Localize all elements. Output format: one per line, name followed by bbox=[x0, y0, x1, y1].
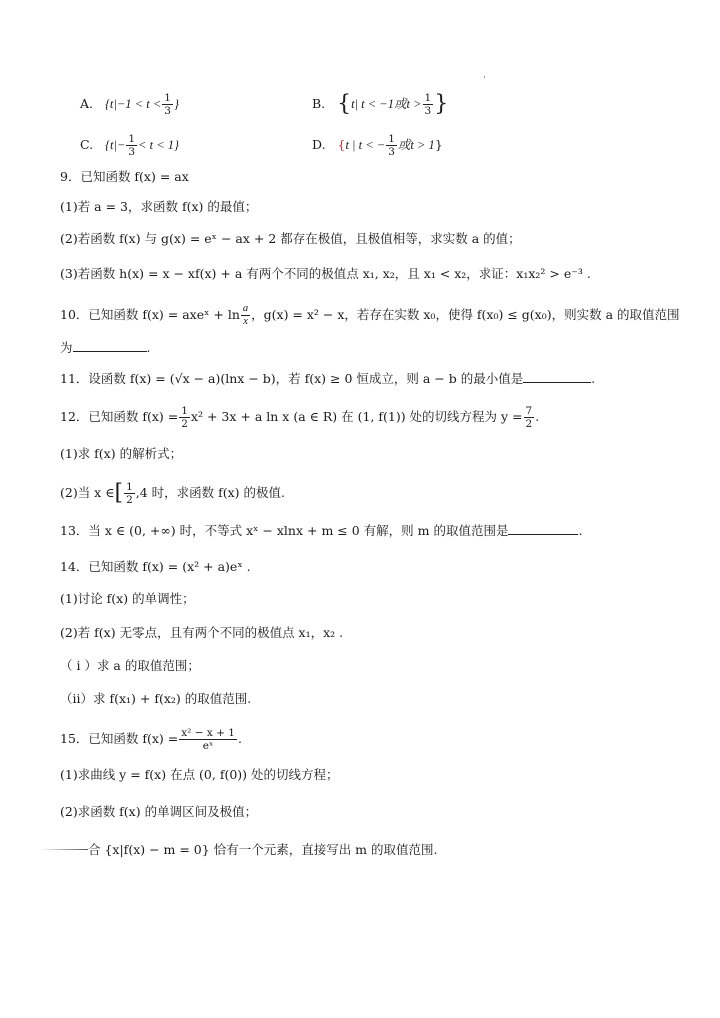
q14-part1: (1)讨论 f(x) 的单调性； bbox=[60, 591, 195, 606]
q15-part2: (2)求函数 f(x) 的单调区间及极值； bbox=[60, 804, 258, 819]
q11-stem: 11．设函数 f(x) = (√x − a)(lnx − b)，若 f(x) ≥ 0 恒成立，则 a − b 的最小值是 . bbox=[60, 368, 595, 389]
q13-stem: 13．当 x ∈ (0, +∞) 时，不等式 xˣ − xlnx + m ≤ 0 有解，则 m 的取值范围是 . bbox=[60, 520, 582, 541]
q9-part1: (1)若 a = 3，求函数 f(x) 的最值； bbox=[60, 199, 258, 214]
q14-stem: 14．已知函数 f(x) = (x² + a)eˣ . bbox=[60, 559, 251, 574]
answer-blank[interactable] bbox=[508, 520, 578, 535]
faded-text-fragment bbox=[40, 849, 88, 850]
q10-stem: 10．已知函数 f(x) = axeˣ + ln $\frac{a}{x}$ ，g(x) = x² − x，若存在实数 x₀，使得 f(x₀) ≤ g(x₀)，则实数 a 的取值范围 bbox=[60, 303, 680, 327]
q15-part3: 合 {x|f(x) − m = 0} 恰有一个元素，直接写出 m 的取值范围. bbox=[88, 842, 438, 857]
q12-stem: 12．已知函数 f(x) = $\frac{1}{2}$ x² + 3x + a ln x (a ∈ R) 在 (1, f(1)) 处的切线方程为 y = $\frac{7}{2}$ . bbox=[60, 405, 540, 430]
stray-mark bbox=[484, 76, 485, 78]
q15-stem: 15．已知函数 f(x) = $\frac{\text{x² − x + 1}}{\text{eˣ}}$ . bbox=[60, 727, 242, 752]
q9-part3: (3)若函数 h(x) = x − xf(x) + a 有两个不同的极值点 x₁, x₂，且 x₁ < x₂，求证：x₁x₂² > e⁻³ . bbox=[60, 266, 591, 281]
option-c: C. {t|− $\frac{1}{3}$ < t < 1} bbox=[80, 133, 180, 158]
q12-part1: (1)求 f(x) 的解析式； bbox=[60, 446, 183, 461]
option-d: D. {t | t < − $\frac{1}{3}$ 或t > 1} bbox=[312, 133, 443, 158]
q14-part2: (2)若 f(x) 无零点，且有两个不同的极值点 x₁，x₂ . bbox=[60, 625, 344, 640]
option-a: A. {t|−1 < t < $\frac{1}{3}$ } bbox=[80, 92, 179, 117]
q9-stem: 9．已知函数 f(x) = ax bbox=[60, 169, 189, 184]
answer-blank[interactable] bbox=[73, 337, 147, 352]
option-b: B. {t| t < −1或t > $\frac{1}{3}$ } bbox=[312, 91, 449, 117]
q14-sub-i: （ i ）求 a 的取值范围； bbox=[60, 658, 200, 673]
q15-part1: (1)求曲线 y = f(x) 在点 (0, f(0)) 处的切线方程； bbox=[60, 767, 339, 782]
q9-part2: (2)若函数 f(x) 与 g(x) = eˣ − ax + 2 都存在极值，且极值相等，求实数 a 的值； bbox=[60, 231, 521, 246]
q14-sub-ii: （ii）求 f(x₁) + f(x₂) 的取值范围. bbox=[60, 691, 252, 706]
q10-line2: 为 . bbox=[60, 337, 151, 358]
q12-part2: (2)当 x ∈[ $\frac{1}{2}$ ,4 时，求函数 f(x) 的极值. bbox=[60, 480, 285, 506]
answer-blank[interactable] bbox=[523, 368, 591, 383]
